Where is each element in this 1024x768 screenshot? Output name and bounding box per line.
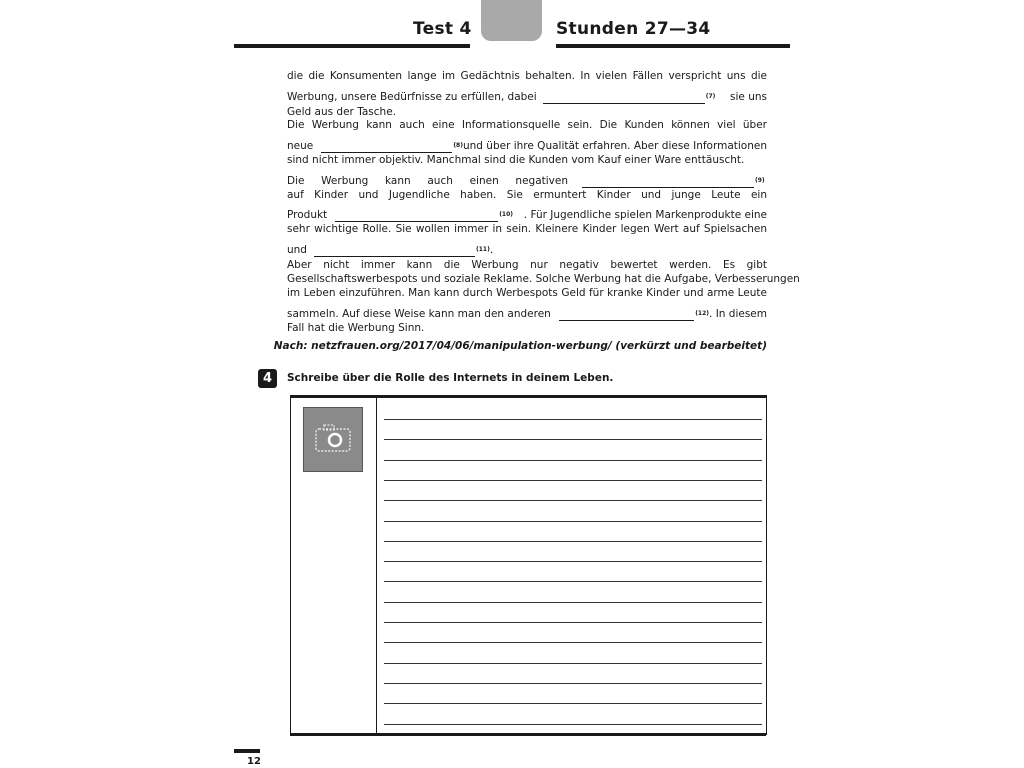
writing-line[interactable] [384, 439, 762, 440]
writing-line[interactable] [384, 663, 762, 664]
writing-box-left [290, 395, 291, 735]
text-line: Geld aus der Tasche. [287, 106, 396, 118]
gap-number: (9) [755, 177, 765, 184]
text-fragment: neue [287, 140, 314, 152]
text-line: sehr wichtige Rolle. Sie wollen immer in sein. Kleinere Kinder legen Wert auf Spielsachen [287, 223, 767, 235]
text-line [287, 244, 767, 257]
writing-box-right [766, 395, 767, 735]
page-number-bar [234, 749, 260, 753]
text-line [287, 209, 767, 222]
writing-line[interactable] [384, 460, 762, 461]
writing-line[interactable] [384, 642, 762, 643]
text-fragment: . In diesem [709, 308, 767, 320]
writing-box-top [290, 395, 766, 398]
writing-line[interactable] [384, 683, 762, 684]
gap-number: (11) [475, 246, 490, 253]
text-fragment: Produkt [287, 209, 328, 221]
gap-number: (12) [695, 310, 710, 317]
gap-number: (8) [453, 142, 463, 149]
text-line: sind nicht immer objektiv. Manchmal sind die Kunden vom Kauf einer Ware enttäuscht. [287, 154, 745, 166]
header-rule-right [556, 44, 790, 48]
lessons-title: Stunden 27—34 [556, 19, 711, 39]
text-line: Gesellschaftswerbespots und soziale Reklame. Solche Werbung hat die Aufgabe, Verbesserungen [287, 273, 800, 285]
writing-line[interactable] [384, 602, 762, 603]
gap-number: (7) [705, 93, 716, 100]
writing-line[interactable] [384, 622, 762, 623]
text-line [287, 175, 767, 188]
camera-icon [303, 407, 363, 472]
gap-number: (10) [499, 211, 514, 218]
writing-line[interactable] [384, 541, 762, 542]
writing-line[interactable] [384, 581, 762, 582]
writing-line[interactable] [384, 419, 762, 420]
text-line: Aber nicht immer kann die Werbung nur negativ bewertet werden. Es gibt [287, 259, 767, 271]
text-fragment: sammeln. Auf diese Weise kann man den anderen [287, 308, 551, 320]
text-line: auf Kinder und Jugendliche haben. Sie ermuntert Kinder und junge Leute ein [287, 189, 767, 201]
text-fragment: . Für Jugendliche spielen Markenprodukte eine [523, 209, 767, 221]
text-line [287, 91, 767, 104]
blank-7[interactable] [543, 94, 705, 104]
text-line: Die Werbung kann auch eine Informationsquelle sein. Die Kunden können viel über [287, 119, 767, 131]
text-fragment: Die Werbung kann auch einen negativen [287, 175, 568, 187]
writing-box-bottom [290, 733, 766, 736]
text-line [287, 308, 767, 321]
text-fragment: sie uns [730, 91, 767, 103]
writing-line[interactable] [384, 724, 762, 725]
text-line: Fall hat die Werbung Sinn. [287, 322, 425, 334]
text-fragment: und [287, 244, 307, 256]
writing-line[interactable] [384, 703, 762, 704]
test-title: Test 4 [413, 19, 472, 39]
task-number-badge: 4 [258, 369, 277, 388]
source-citation: Nach: netzfrauen.org/2017/04/06/manipulation-werbung/ (verkürzt und bearbeitet) [273, 340, 767, 352]
text-line: im Leben einzuführen. Man kann durch Werbespots Geld für kranke Kinder und arme Leute [287, 287, 767, 299]
writing-box-divider [376, 395, 377, 735]
text-fragment: und über ihre Qualität erfahren. Aber diese Informationen [462, 140, 767, 152]
blank-10[interactable] [335, 212, 498, 222]
text-line [287, 140, 767, 153]
writing-line[interactable] [384, 480, 762, 481]
page-number: 12 [247, 756, 261, 767]
header-rule-left [234, 44, 470, 48]
blank-12[interactable] [559, 311, 694, 321]
task-instruction: Schreibe über die Rolle des Internets in deinem Leben. [287, 372, 614, 384]
text-fragment: . [489, 244, 494, 256]
writing-line[interactable] [384, 561, 762, 562]
text-fragment: Werbung, unsere Bedürfnisse zu erfüllen, dabei [287, 91, 537, 103]
header-tab [481, 0, 542, 41]
writing-line[interactable] [384, 521, 762, 522]
blank-11[interactable] [314, 247, 475, 257]
blank-8[interactable] [321, 143, 452, 153]
writing-line[interactable] [384, 500, 762, 501]
text-line: die die Konsumenten lange im Gedächtnis behalten. In vielen Fällen verspricht uns die [287, 70, 767, 82]
blank-9[interactable] [582, 178, 754, 188]
